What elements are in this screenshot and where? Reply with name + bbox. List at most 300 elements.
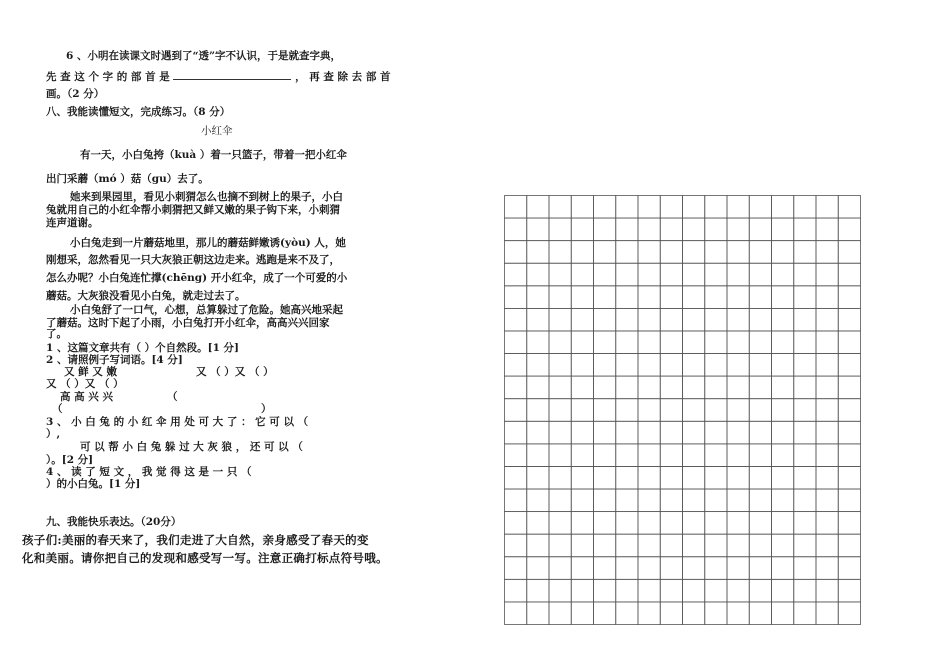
grid-cell[interactable] xyxy=(638,218,660,241)
grid-cell[interactable] xyxy=(749,466,771,489)
grid-cell[interactable] xyxy=(638,444,660,467)
grid-cell[interactable] xyxy=(527,421,549,444)
grid-cell[interactable] xyxy=(816,286,838,309)
grid-cell[interactable] xyxy=(749,489,771,512)
grid-cell[interactable] xyxy=(749,512,771,535)
grid-cell[interactable] xyxy=(527,399,549,422)
writing-grid[interactable] xyxy=(504,195,861,625)
grid-cell[interactable] xyxy=(683,579,705,602)
grid-cell[interactable] xyxy=(571,263,593,286)
grid-cell[interactable] xyxy=(571,196,593,219)
grid-cell[interactable] xyxy=(683,308,705,331)
grid-cell[interactable] xyxy=(571,354,593,377)
grid-cell[interactable] xyxy=(527,557,549,580)
grid-cell[interactable] xyxy=(794,218,816,241)
grid-cell[interactable] xyxy=(660,489,682,512)
grid-cell[interactable] xyxy=(794,376,816,399)
grid-cell[interactable] xyxy=(660,444,682,467)
grid-cell[interactable] xyxy=(638,421,660,444)
grid-cell[interactable] xyxy=(749,308,771,331)
grid-cell[interactable] xyxy=(794,602,816,625)
grid-cell[interactable] xyxy=(705,466,727,489)
grid-cell[interactable] xyxy=(816,263,838,286)
grid-cell[interactable] xyxy=(571,376,593,399)
grid-cell[interactable] xyxy=(505,241,527,264)
grid-cell[interactable] xyxy=(660,466,682,489)
grid-cell[interactable] xyxy=(660,263,682,286)
grid-cell[interactable] xyxy=(616,489,638,512)
grid-cell[interactable] xyxy=(794,466,816,489)
grid-cell[interactable] xyxy=(772,399,794,422)
grid-cell[interactable] xyxy=(772,286,794,309)
grid-cell[interactable] xyxy=(683,196,705,219)
grid-cell[interactable] xyxy=(616,354,638,377)
grid-cell[interactable] xyxy=(727,241,749,264)
grid-cell[interactable] xyxy=(549,534,571,557)
grid-cell[interactable] xyxy=(505,602,527,625)
grid-cell[interactable] xyxy=(838,241,860,264)
grid-cell[interactable] xyxy=(571,444,593,467)
grid-cell[interactable] xyxy=(594,196,616,219)
grid-cell[interactable] xyxy=(638,399,660,422)
grid-cell[interactable] xyxy=(638,466,660,489)
grid-cell[interactable] xyxy=(772,241,794,264)
grid-cell[interactable] xyxy=(816,196,838,219)
grid-cell[interactable] xyxy=(571,308,593,331)
grid-cell[interactable] xyxy=(705,263,727,286)
grid-cell[interactable] xyxy=(816,557,838,580)
grid-cell[interactable] xyxy=(772,308,794,331)
grid-cell[interactable] xyxy=(838,218,860,241)
grid-cell[interactable] xyxy=(660,376,682,399)
grid-cell[interactable] xyxy=(594,489,616,512)
grid-cell[interactable] xyxy=(660,196,682,219)
grid-cell[interactable] xyxy=(638,263,660,286)
grid-cell[interactable] xyxy=(749,399,771,422)
grid-cell[interactable] xyxy=(794,421,816,444)
grid-cell[interactable] xyxy=(660,512,682,535)
grid-cell[interactable] xyxy=(594,308,616,331)
grid-cell[interactable] xyxy=(794,579,816,602)
grid-cell[interactable] xyxy=(549,286,571,309)
grid-cell[interactable] xyxy=(705,376,727,399)
grid-cell[interactable] xyxy=(816,579,838,602)
grid-cell[interactable] xyxy=(816,489,838,512)
grid-cell[interactable] xyxy=(838,534,860,557)
grid-cell[interactable] xyxy=(638,241,660,264)
grid-cell[interactable] xyxy=(527,444,549,467)
grid-cell[interactable] xyxy=(571,534,593,557)
grid-cell[interactable] xyxy=(571,579,593,602)
grid-cell[interactable] xyxy=(660,421,682,444)
grid-cell[interactable] xyxy=(727,534,749,557)
grid-cell[interactable] xyxy=(683,263,705,286)
grid-cell[interactable] xyxy=(638,534,660,557)
grid-cell[interactable] xyxy=(594,466,616,489)
grid-cell[interactable] xyxy=(772,489,794,512)
grid-cell[interactable] xyxy=(749,421,771,444)
grid-cell[interactable] xyxy=(527,331,549,354)
grid-cell[interactable] xyxy=(794,263,816,286)
grid-cell[interactable] xyxy=(505,308,527,331)
grid-cell[interactable] xyxy=(660,399,682,422)
grid-cell[interactable] xyxy=(772,534,794,557)
grid-cell[interactable] xyxy=(549,444,571,467)
grid-cell[interactable] xyxy=(505,557,527,580)
grid-cell[interactable] xyxy=(816,354,838,377)
grid-cell[interactable] xyxy=(683,534,705,557)
grid-cell[interactable] xyxy=(638,602,660,625)
grid-cell[interactable] xyxy=(816,376,838,399)
grid-cell[interactable] xyxy=(638,308,660,331)
grid-cell[interactable] xyxy=(571,602,593,625)
q2-answer-open-1[interactable]: （ xyxy=(167,391,178,403)
grid-cell[interactable] xyxy=(705,354,727,377)
grid-cell[interactable] xyxy=(727,331,749,354)
grid-cell[interactable] xyxy=(772,512,794,535)
grid-cell[interactable] xyxy=(705,602,727,625)
grid-cell[interactable] xyxy=(527,579,549,602)
grid-cell[interactable] xyxy=(838,331,860,354)
grid-cell[interactable] xyxy=(571,421,593,444)
grid-cell[interactable] xyxy=(505,579,527,602)
grid-cell[interactable] xyxy=(660,579,682,602)
grid-cell[interactable] xyxy=(594,376,616,399)
grid-cell[interactable] xyxy=(660,354,682,377)
grid-cell[interactable] xyxy=(594,421,616,444)
grid-cell[interactable] xyxy=(772,444,794,467)
grid-cell[interactable] xyxy=(616,557,638,580)
grid-cell[interactable] xyxy=(571,218,593,241)
grid-cell[interactable] xyxy=(616,218,638,241)
grid-cell[interactable] xyxy=(838,263,860,286)
grid-cell[interactable] xyxy=(549,308,571,331)
grid-cell[interactable] xyxy=(616,466,638,489)
grid-cell[interactable] xyxy=(838,421,860,444)
grid-cell[interactable] xyxy=(527,286,549,309)
grid-cell[interactable] xyxy=(683,602,705,625)
grid-cell[interactable] xyxy=(838,579,860,602)
grid-cell[interactable] xyxy=(727,196,749,219)
grid-cell[interactable] xyxy=(683,354,705,377)
grid-cell[interactable] xyxy=(749,602,771,625)
grid-cell[interactable] xyxy=(749,376,771,399)
grid-cell[interactable] xyxy=(749,557,771,580)
grid-cell[interactable] xyxy=(505,421,527,444)
grid-cell[interactable] xyxy=(794,241,816,264)
grid-cell[interactable] xyxy=(794,308,816,331)
grid-cell[interactable] xyxy=(549,602,571,625)
grid-cell[interactable] xyxy=(594,534,616,557)
grid-cell[interactable] xyxy=(616,399,638,422)
grid-cell[interactable] xyxy=(527,602,549,625)
grid-cell[interactable] xyxy=(749,354,771,377)
grid-cell[interactable] xyxy=(505,331,527,354)
grid-cell[interactable] xyxy=(616,331,638,354)
grid-cell[interactable] xyxy=(527,218,549,241)
grid-cell[interactable] xyxy=(549,466,571,489)
grid-cell[interactable] xyxy=(638,354,660,377)
grid-cell[interactable] xyxy=(549,489,571,512)
grid-cell[interactable] xyxy=(705,534,727,557)
grid-cell[interactable] xyxy=(549,331,571,354)
grid-cell[interactable] xyxy=(660,286,682,309)
grid-cell[interactable] xyxy=(705,489,727,512)
grid-cell[interactable] xyxy=(772,557,794,580)
grid-cell[interactable] xyxy=(505,263,527,286)
grid-cell[interactable] xyxy=(727,602,749,625)
grid-cell[interactable] xyxy=(749,534,771,557)
grid-cell[interactable] xyxy=(838,399,860,422)
grid-cell[interactable] xyxy=(594,512,616,535)
grid-cell[interactable] xyxy=(683,421,705,444)
grid-cell[interactable] xyxy=(616,602,638,625)
q2-answer-row-1[interactable]: 又 （ ）又 （ ） xyxy=(196,366,274,378)
grid-cell[interactable] xyxy=(683,376,705,399)
grid-cell[interactable] xyxy=(527,241,549,264)
grid-cell[interactable] xyxy=(571,489,593,512)
grid-cell[interactable] xyxy=(772,579,794,602)
grid-cell[interactable] xyxy=(727,421,749,444)
grid-cell[interactable] xyxy=(638,579,660,602)
q6-answer-blank[interactable] xyxy=(173,68,291,80)
grid-cell[interactable] xyxy=(727,376,749,399)
grid-cell[interactable] xyxy=(638,512,660,535)
grid-cell[interactable] xyxy=(727,444,749,467)
grid-cell[interactable] xyxy=(638,286,660,309)
grid-cell[interactable] xyxy=(683,218,705,241)
grid-cell[interactable] xyxy=(838,376,860,399)
grid-cell[interactable] xyxy=(505,196,527,219)
grid-cell[interactable] xyxy=(505,376,527,399)
grid-cell[interactable] xyxy=(594,602,616,625)
grid-cell[interactable] xyxy=(638,489,660,512)
grid-cell[interactable] xyxy=(594,354,616,377)
grid-cell[interactable] xyxy=(794,489,816,512)
grid-cell[interactable] xyxy=(794,354,816,377)
grid-cell[interactable] xyxy=(749,241,771,264)
grid-cell[interactable] xyxy=(727,308,749,331)
grid-cell[interactable] xyxy=(616,444,638,467)
grid-cell[interactable] xyxy=(616,308,638,331)
grid-cell[interactable] xyxy=(749,579,771,602)
grid-cell[interactable] xyxy=(838,286,860,309)
grid-cell[interactable] xyxy=(527,489,549,512)
grid-cell[interactable] xyxy=(727,512,749,535)
grid-cell[interactable] xyxy=(683,286,705,309)
grid-cell[interactable] xyxy=(594,579,616,602)
grid-cell[interactable] xyxy=(683,331,705,354)
grid-cell[interactable] xyxy=(549,241,571,264)
grid-cell[interactable] xyxy=(816,466,838,489)
grid-cell[interactable] xyxy=(683,466,705,489)
grid-cell[interactable] xyxy=(505,466,527,489)
grid-cell[interactable] xyxy=(505,444,527,467)
grid-cell[interactable] xyxy=(616,196,638,219)
grid-cell[interactable] xyxy=(772,466,794,489)
grid-cell[interactable] xyxy=(616,534,638,557)
grid-cell[interactable] xyxy=(705,286,727,309)
grid-cell[interactable] xyxy=(794,444,816,467)
grid-cell[interactable] xyxy=(705,421,727,444)
grid-cell[interactable] xyxy=(705,196,727,219)
grid-cell[interactable] xyxy=(794,331,816,354)
grid-cell[interactable] xyxy=(816,308,838,331)
grid-cell[interactable] xyxy=(749,196,771,219)
grid-cell[interactable] xyxy=(705,241,727,264)
grid-cell[interactable] xyxy=(727,466,749,489)
grid-cell[interactable] xyxy=(549,512,571,535)
grid-cell[interactable] xyxy=(816,399,838,422)
grid-cell[interactable] xyxy=(727,263,749,286)
grid-cell[interactable] xyxy=(838,557,860,580)
grid-cell[interactable] xyxy=(838,512,860,535)
grid-cell[interactable] xyxy=(772,376,794,399)
grid-cell[interactable] xyxy=(683,489,705,512)
grid-cell[interactable] xyxy=(549,579,571,602)
grid-cell[interactable] xyxy=(549,263,571,286)
grid-cell[interactable] xyxy=(683,241,705,264)
grid-cell[interactable] xyxy=(616,376,638,399)
grid-cell[interactable] xyxy=(505,512,527,535)
grid-cell[interactable] xyxy=(616,579,638,602)
grid-cell[interactable] xyxy=(549,376,571,399)
grid-cell[interactable] xyxy=(816,241,838,264)
grid-cell[interactable] xyxy=(527,534,549,557)
grid-cell[interactable] xyxy=(660,602,682,625)
grid-cell[interactable] xyxy=(549,399,571,422)
grid-cell[interactable] xyxy=(727,286,749,309)
grid-cell[interactable] xyxy=(594,557,616,580)
q2-answer-open-2[interactable]: （ xyxy=(52,403,63,415)
grid-cell[interactable] xyxy=(705,512,727,535)
grid-cell[interactable] xyxy=(594,263,616,286)
grid-cell[interactable] xyxy=(749,444,771,467)
grid-cell[interactable] xyxy=(794,512,816,535)
grid-cell[interactable] xyxy=(727,399,749,422)
grid-cell[interactable] xyxy=(838,196,860,219)
grid-cell[interactable] xyxy=(683,444,705,467)
grid-cell[interactable] xyxy=(794,196,816,219)
grid-cell[interactable] xyxy=(616,241,638,264)
grid-cell[interactable] xyxy=(638,557,660,580)
grid-cell[interactable] xyxy=(549,557,571,580)
grid-cell[interactable] xyxy=(505,286,527,309)
grid-cell[interactable] xyxy=(772,354,794,377)
grid-cell[interactable] xyxy=(505,354,527,377)
grid-cell[interactable] xyxy=(660,308,682,331)
grid-cell[interactable] xyxy=(816,534,838,557)
grid-cell[interactable] xyxy=(594,218,616,241)
grid-cell[interactable] xyxy=(660,218,682,241)
grid-cell[interactable] xyxy=(749,331,771,354)
grid-cell[interactable] xyxy=(816,512,838,535)
grid-cell[interactable] xyxy=(571,512,593,535)
grid-cell[interactable] xyxy=(616,421,638,444)
grid-cell[interactable] xyxy=(638,196,660,219)
grid-cell[interactable] xyxy=(505,534,527,557)
grid-cell[interactable] xyxy=(549,354,571,377)
grid-cell[interactable] xyxy=(749,263,771,286)
grid-cell[interactable] xyxy=(727,579,749,602)
grid-cell[interactable] xyxy=(705,444,727,467)
grid-cell[interactable] xyxy=(705,579,727,602)
grid-cell[interactable] xyxy=(594,444,616,467)
grid-cell[interactable] xyxy=(616,512,638,535)
grid-cell[interactable] xyxy=(705,218,727,241)
grid-cell[interactable] xyxy=(527,354,549,377)
grid-cell[interactable] xyxy=(616,263,638,286)
grid-cell[interactable] xyxy=(683,512,705,535)
grid-cell[interactable] xyxy=(527,376,549,399)
grid-cell[interactable] xyxy=(838,602,860,625)
grid-cell[interactable] xyxy=(571,286,593,309)
grid-cell[interactable] xyxy=(816,444,838,467)
grid-cell[interactable] xyxy=(571,399,593,422)
grid-cell[interactable] xyxy=(816,218,838,241)
grid-cell[interactable] xyxy=(549,421,571,444)
grid-cell[interactable] xyxy=(527,308,549,331)
grid-cell[interactable] xyxy=(727,557,749,580)
grid-cell[interactable] xyxy=(638,376,660,399)
grid-cell[interactable] xyxy=(571,466,593,489)
grid-cell[interactable] xyxy=(527,512,549,535)
grid-cell[interactable] xyxy=(772,331,794,354)
grid-cell[interactable] xyxy=(749,286,771,309)
grid-cell[interactable] xyxy=(772,263,794,286)
grid-cell[interactable] xyxy=(660,534,682,557)
grid-cell[interactable] xyxy=(749,218,771,241)
grid-cell[interactable] xyxy=(549,218,571,241)
grid-cell[interactable] xyxy=(660,241,682,264)
grid-cell[interactable] xyxy=(660,557,682,580)
grid-cell[interactable] xyxy=(816,602,838,625)
grid-cell[interactable] xyxy=(683,557,705,580)
grid-cell[interactable] xyxy=(505,218,527,241)
grid-cell[interactable] xyxy=(794,557,816,580)
grid-cell[interactable] xyxy=(772,421,794,444)
grid-cell[interactable] xyxy=(638,331,660,354)
grid-cell[interactable] xyxy=(838,308,860,331)
grid-cell[interactable] xyxy=(838,466,860,489)
grid-cell[interactable] xyxy=(727,489,749,512)
grid-cell[interactable] xyxy=(527,196,549,219)
grid-cell[interactable] xyxy=(505,489,527,512)
grid-cell[interactable] xyxy=(794,534,816,557)
grid-cell[interactable] xyxy=(727,354,749,377)
grid-cell[interactable] xyxy=(571,331,593,354)
grid-cell[interactable] xyxy=(527,263,549,286)
grid-cell[interactable] xyxy=(794,286,816,309)
grid-cell[interactable] xyxy=(683,399,705,422)
grid-cell[interactable] xyxy=(594,399,616,422)
grid-cell[interactable] xyxy=(594,241,616,264)
grid-cell[interactable] xyxy=(838,354,860,377)
grid-cell[interactable] xyxy=(594,286,616,309)
grid-cell[interactable] xyxy=(505,399,527,422)
grid-cell[interactable] xyxy=(705,399,727,422)
grid-cell[interactable] xyxy=(705,557,727,580)
grid-cell[interactable] xyxy=(705,331,727,354)
grid-cell[interactable] xyxy=(571,557,593,580)
grid-cell[interactable] xyxy=(838,444,860,467)
grid-cell[interactable] xyxy=(816,331,838,354)
grid-cell[interactable] xyxy=(772,602,794,625)
q2-answer-row-2[interactable]: 又 （ ）又 （ ） xyxy=(46,378,124,390)
grid-cell[interactable] xyxy=(549,196,571,219)
grid-cell[interactable] xyxy=(772,218,794,241)
grid-cell[interactable] xyxy=(838,489,860,512)
